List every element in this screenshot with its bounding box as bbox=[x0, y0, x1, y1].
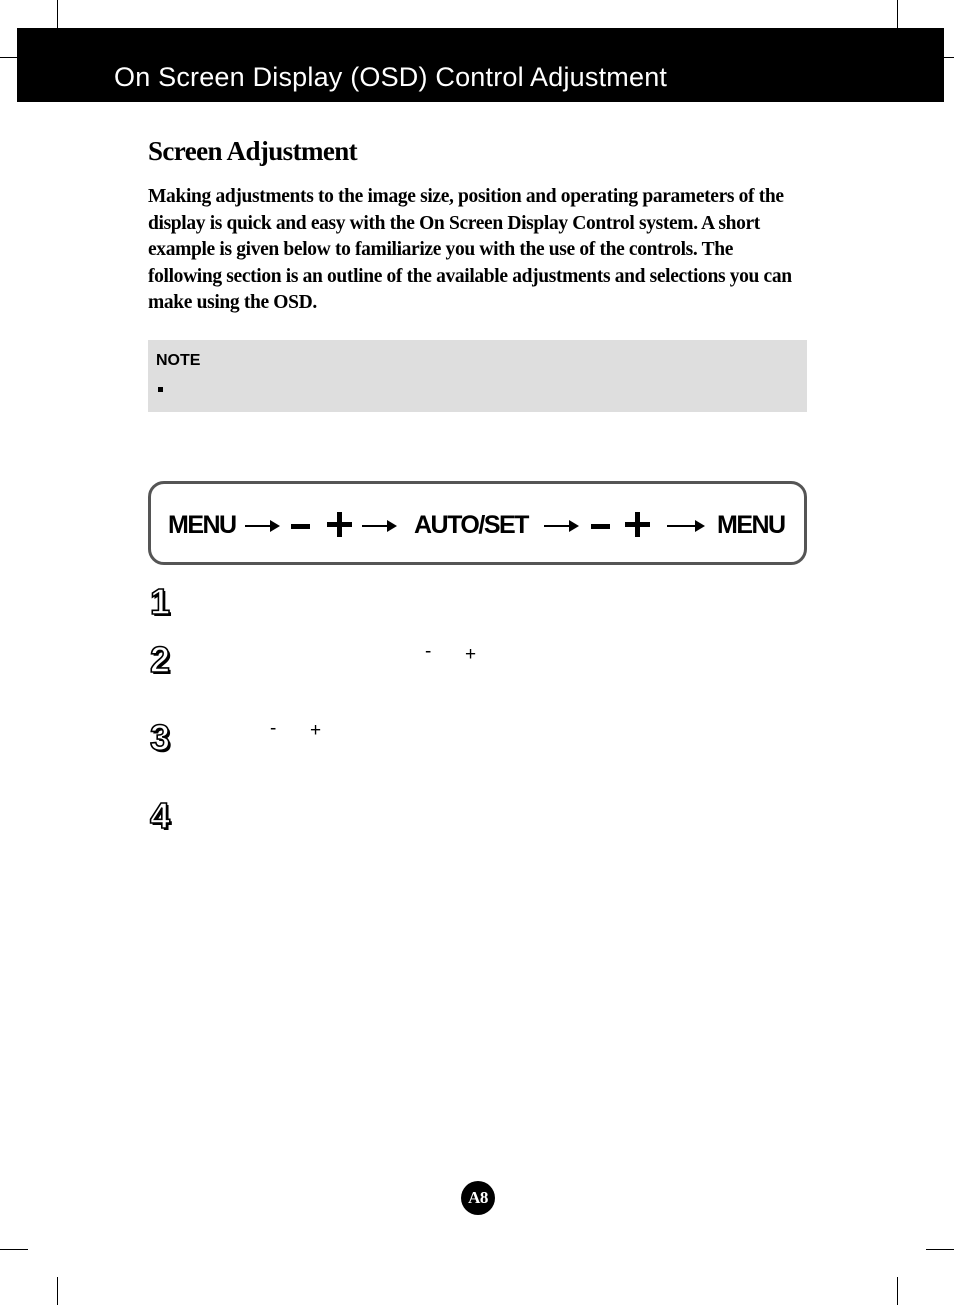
crop-mark bbox=[0, 57, 17, 58]
step-number: 4 bbox=[150, 795, 171, 836]
arrow-icon bbox=[544, 525, 577, 527]
step-plus-symbol: + bbox=[465, 644, 477, 665]
section-title: Screen Adjustment bbox=[148, 136, 358, 166]
arrow-icon bbox=[362, 525, 395, 527]
page-title: On Screen Display (OSD) Control Adjustment bbox=[114, 62, 668, 92]
arrow-icon bbox=[245, 525, 278, 527]
step-minus-symbol: - bbox=[425, 641, 432, 662]
sequence-auto-set: AUTO/SET bbox=[414, 511, 528, 539]
sequence-menu-end: MENU bbox=[717, 511, 785, 539]
step-number: 1 bbox=[150, 581, 171, 622]
page-number-badge: A8 bbox=[461, 1181, 495, 1215]
crop-mark bbox=[57, 1277, 58, 1305]
plus-icon bbox=[327, 512, 352, 537]
crop-mark bbox=[897, 0, 898, 28]
note-label: NOTE bbox=[156, 352, 201, 369]
plus-icon bbox=[625, 512, 650, 537]
note-bullet bbox=[158, 387, 163, 392]
crop-mark bbox=[926, 1249, 954, 1250]
intro-paragraph: Making adjustments to the image size, position and operating parameters of the display is quick and easy with the On Screen Display Control system. A short example is given below to familiarize you with the use of the controls. The following section is an outline of the available adjustments and selections you can make using the OSD. bbox=[148, 186, 792, 313]
osd-button-sequence bbox=[148, 481, 807, 565]
step-number: 3 bbox=[150, 717, 171, 758]
crop-mark bbox=[897, 1277, 898, 1305]
minus-icon bbox=[291, 524, 310, 529]
crop-mark bbox=[0, 1249, 28, 1250]
minus-icon bbox=[591, 524, 610, 529]
crop-mark bbox=[57, 0, 58, 28]
crop-mark bbox=[944, 57, 954, 58]
note-box bbox=[148, 340, 807, 412]
step-plus-symbol: + bbox=[310, 720, 322, 741]
sequence-menu-start: MENU bbox=[168, 511, 236, 539]
step-minus-symbol: - bbox=[270, 718, 277, 739]
step-number: 2 bbox=[150, 639, 171, 680]
arrow-icon bbox=[667, 525, 703, 527]
